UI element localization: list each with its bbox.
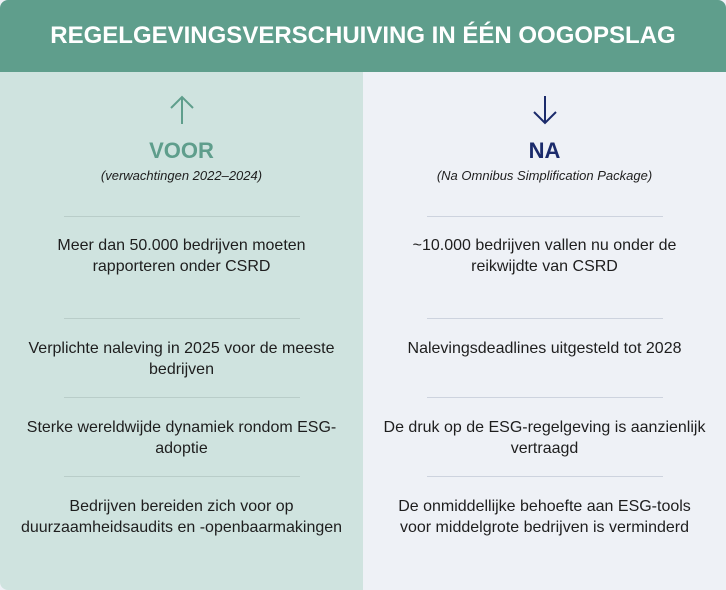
before-item-4: Bedrijven bereiden zich voor op duurzaamheidsaudits en -openbaarmakingen xyxy=(20,498,343,536)
divider xyxy=(64,318,300,319)
before-item-3: Sterke wereldwijde dynamiek rondom ESG-adoptie xyxy=(26,419,337,457)
before-column xyxy=(0,72,363,590)
before-item-1: Meer dan 50.000 bedrijven moeten rapporteren onder CSRD xyxy=(57,237,306,275)
page-title: REGELGEVINGSVERSCHUIVING IN ÉÉN OOGOPSLAG xyxy=(50,22,676,49)
after-item-2: Nalevingsdeadlines uitgesteld tot 2028 xyxy=(407,340,682,357)
after-item-4: De onmiddellijke behoefte aan ESG-tools voor middelgrote bedrijven is verminderd xyxy=(398,498,691,536)
divider xyxy=(64,397,300,398)
after-item-3: De druk op de ESG-regelgeving is aanzienlijk vertraagd xyxy=(383,419,706,457)
header-bar xyxy=(0,0,726,72)
after-column xyxy=(363,72,726,590)
arrow-up-icon xyxy=(167,94,197,126)
before-subheading: (verwachtingen 2022–2024) xyxy=(100,168,263,183)
divider xyxy=(427,216,663,217)
divider xyxy=(64,476,300,477)
divider xyxy=(427,318,663,319)
before-item-2: Verplichte naleving in 2025 voor de meeste bedrijven xyxy=(28,340,335,378)
divider xyxy=(64,216,300,217)
before-heading: VOOR xyxy=(149,138,214,163)
after-subheading: (Na Omnibus Simplification Package) xyxy=(436,168,653,183)
arrow-down-icon xyxy=(530,94,560,126)
divider xyxy=(427,476,663,477)
after-heading: NA xyxy=(528,138,561,163)
after-item-1: ~10.000 bedrijven vallen nu onder de reikwijdte van CSRD xyxy=(412,237,677,275)
divider xyxy=(427,397,663,398)
